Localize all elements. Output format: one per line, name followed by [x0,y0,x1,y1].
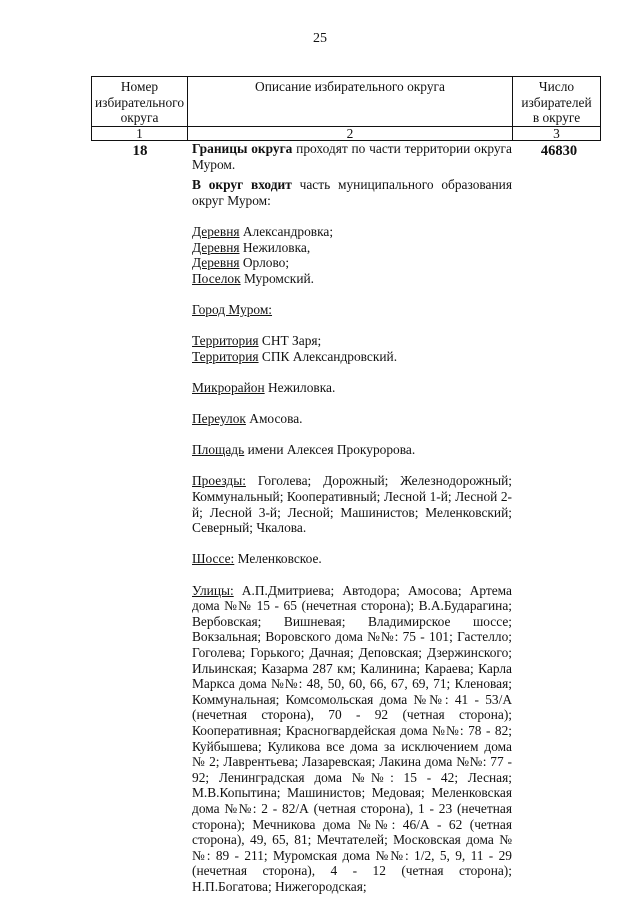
col-number-1: 1 [92,126,188,140]
village-line: Поселок Муромский. [192,270,314,286]
streets-paragraph: Улицы: А.П.Дмитриева; Автодора; Амосова; Артема дома №№ 15 - 65 (нечетная сторона); В.А.Бударагина; Вербовская; Вишневая; Владимирское шоссе; Вокзальная; Воровского дома №№: 75 - 101; Гастелло; Гоголева; Горького; Дачная; Деповская; Дзержинского; Ильинская; Казарма 287 км; Калинина; Караева; Карла Маркса дома №№: 48, 50, 60, 66, 67, 69, 71; Кленовая; Коммунальная; Комсомольская дома №№: 41 - 53/А (нечетная сторона), 70 - 92 (четная сторона); Кооперативная; Красногвардейская дома №№: 78 - 82; Куйбышева; Куликова все дома за исключением дома № 2; Лаврентьева; Лазаревская; Лакина дома №№: 77 - 92; Ленинградская дома №№: 15 - 42; Лесная; М.В.Копытина; Машинистов; Медовая; Меленковская дома №№: 2 - 82/А (четная сторона), 1 - 23 (нечетная сторона); Мечникова дома №№: 46/А - 62 (четная сторона), 49, 65, 81; Мечтателей; Московская дома №№: 89 - 211; Муромская дома №№: 1/2, 5, 9, 11 - 29 (нечетная сторона), 4 - 12 (четная сторона); Н.П.Богатова; Нижегородская; [192,582,512,894]
col-number-2: 2 [188,126,513,140]
village-line: Деревня Александровка; [192,223,334,239]
header-description: Описание избирательного округа [188,77,513,127]
passages-paragraph: Проезды: Гоголева; Дорожный; Железнодорожный; Коммунальный; Кооперативный; Лесной 1-й; Лесной 2-й; Лесной 3-й; Лесной; Машинистов; Меленковский; Северный; Чкалова. [192,473,512,536]
header-district-number: Номер избирательного округа [92,77,188,127]
page-number: 25 [313,31,327,46]
col-number-3: 3 [513,126,601,140]
square-line: Площадь имени Алексея Прокуророва. [192,442,416,458]
territory-line: Территория СНТ Заря; [192,333,322,349]
village-line: Деревня Нежиловка, [192,239,311,255]
city-heading: Город Муром: [192,301,273,317]
territory-line: Территория СПК Александровский. [192,348,398,364]
includes-paragraph: В округ входит часть муниципального образования округ Муром: [192,177,512,208]
highways-line: Шоссе: Меленковское. [192,551,322,567]
voters-count: 46830 [540,143,578,159]
village-line: Деревня Орлово; [192,255,290,271]
microdistrict-line: Микрорайон Нежиловка. [192,379,336,395]
district-description [192,141,512,895]
district-number: 18 [132,143,148,159]
boundaries-paragraph: Границы округа проходят по части территории округа Муром. [192,141,512,172]
lane-line: Переулок Амосова. [192,411,303,427]
header-voters: Число избирателей в округе [513,77,601,127]
districts-table-header [91,76,601,141]
